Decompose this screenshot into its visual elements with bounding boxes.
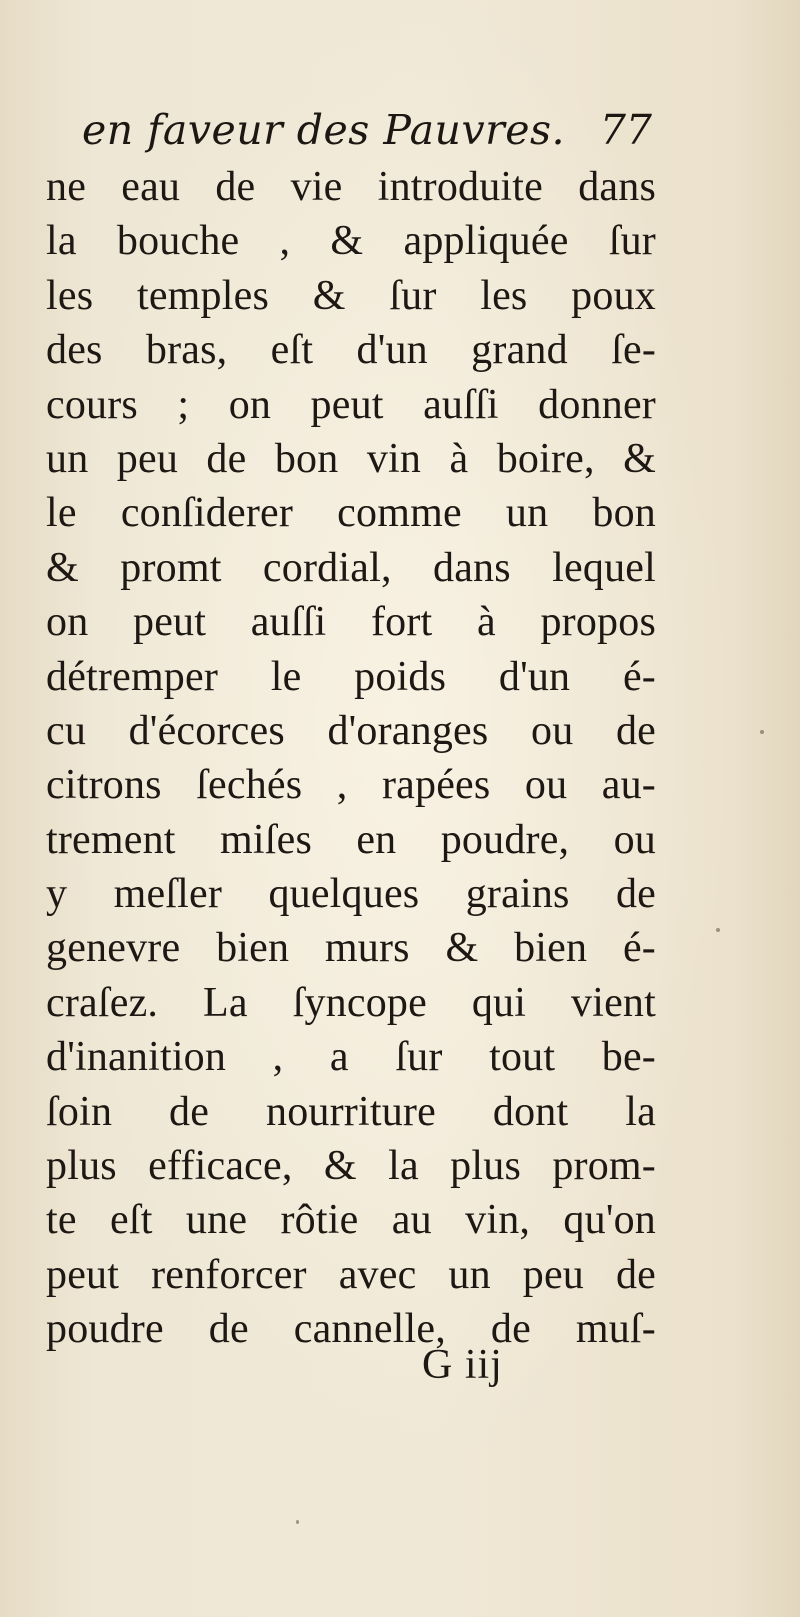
text-line: on peut auſſi fort à propos (46, 599, 656, 646)
text-line: la bouche , & appliquée ſur (46, 218, 656, 265)
body-text (46, 160, 656, 1357)
text-line: des bras, eſt d'un grand ſe- (46, 327, 656, 374)
text-line: le conſiderer comme un bon (46, 490, 656, 537)
text-line: un peu de bon vin à boire, & (46, 435, 656, 482)
text-line: cours ; on peut auſſi donner (46, 381, 656, 428)
paper-speck (760, 730, 764, 734)
text-line: y meſler quelques grains de (46, 871, 656, 918)
text-line: ne eau de vie introduite dans (46, 164, 656, 210)
text-line: peut renforcer avec un peu de (46, 1251, 656, 1298)
page-header (82, 102, 652, 162)
page-number: 77 (599, 106, 652, 154)
text-line: poudre de cannelle, de muſ- (46, 1306, 656, 1353)
text-line: & promt cordial, dans lequel (46, 544, 656, 591)
text-line: citrons ſechés , rapées ou au- (46, 762, 656, 809)
text-line: trement miſes en poudre, ou (46, 816, 656, 863)
text-line: ſoin de nourriture dont la (46, 1088, 656, 1135)
text-line: cu d'écorces d'oranges ou de (46, 707, 656, 754)
text-line: d'inanition , a ſur tout be- (46, 1034, 656, 1081)
paper-speck (296, 1520, 299, 1524)
text-line: les temples & ſur les poux (46, 272, 656, 319)
text-line: craſez. La ſyncope qui vient (46, 979, 656, 1026)
text-line: détremper le poids d'un é- (46, 653, 656, 700)
text-line: te eſt une rôtie au vin, qu'on (46, 1197, 656, 1244)
running-title: en faveur des Pauvres. (82, 106, 566, 154)
text-line: genevre bien murs & bien é- (46, 925, 656, 972)
signature-mark: G iij (422, 1342, 503, 1388)
paper-speck (716, 928, 720, 932)
text-line: plus efficace, & la plus prom- (46, 1143, 656, 1190)
